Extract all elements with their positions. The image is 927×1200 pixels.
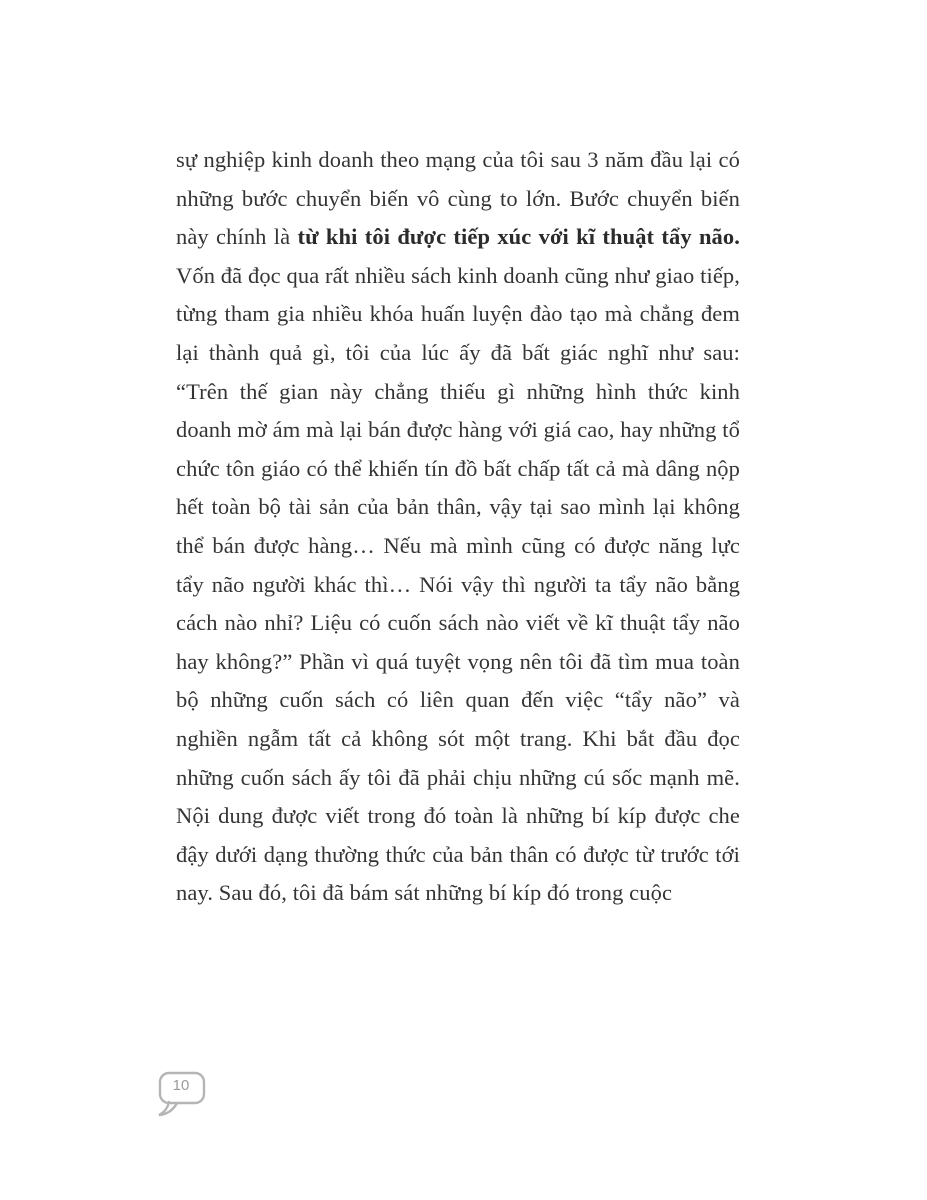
paragraph: [176, 141, 740, 913]
bold-text-segment: từ khi tôi được tiếp xúc với kĩ thuật tẩy não.: [297, 224, 740, 250]
page-number: 10: [172, 1077, 190, 1094]
text-segment-before-bold: sự nghiệp kinh doanh theo mạng của tôi sau 3 năm đầu lại có những bước chuyển biến vô cùng to lớn. Bước chuyển biến này chính là: [176, 147, 740, 250]
page-footer: [155, 1070, 211, 1120]
text-segment-after-bold: Vốn đã đọc qua rất nhiều sách kinh doanh cũng như giao tiếp, từng tham gia nhiều khóa huấn luyện đào tạo mà chẳng đem lại thành quả gì, tôi của lúc ấy đã bất giác nghĩ như sau: “Trên thế gian này chẳng thiếu gì những hình thức kinh doanh mờ ám mà lại bán được hàng với giá cao, hay những tổ chức tôn giáo có thể khiến tín đồ bất chấp tất cả mà dâng nộp hết toàn bộ tài sản của bản thân, vậy tại sao mình lại không thể bán được hàng… Nếu mà mình cũng có được năng lực tẩy não người khác thì… Nói vậy thì người ta tẩy não bằng cách nào nhỉ? Liệu có cuốn sách nào viết về kĩ thuật tẩy não hay không?” Phần vì quá tuyệt vọng nên tôi đã tìm mua toàn bộ những cuốn sách có liên quan đến việc “tẩy não” và nghiền ngẫm tất cả không sót một trang. Khi bắt đầu đọc những cuốn sách ấy tôi đã phải chịu những cú sốc mạnh mẽ. Nội dung được viết trong đó toàn là những bí kíp được che đậy dưới dạng thường thức của bản thân có được từ trước tới nay. Sau đó, tôi đã bám sát những bí kíp đó trong cuộc: [176, 262, 740, 906]
